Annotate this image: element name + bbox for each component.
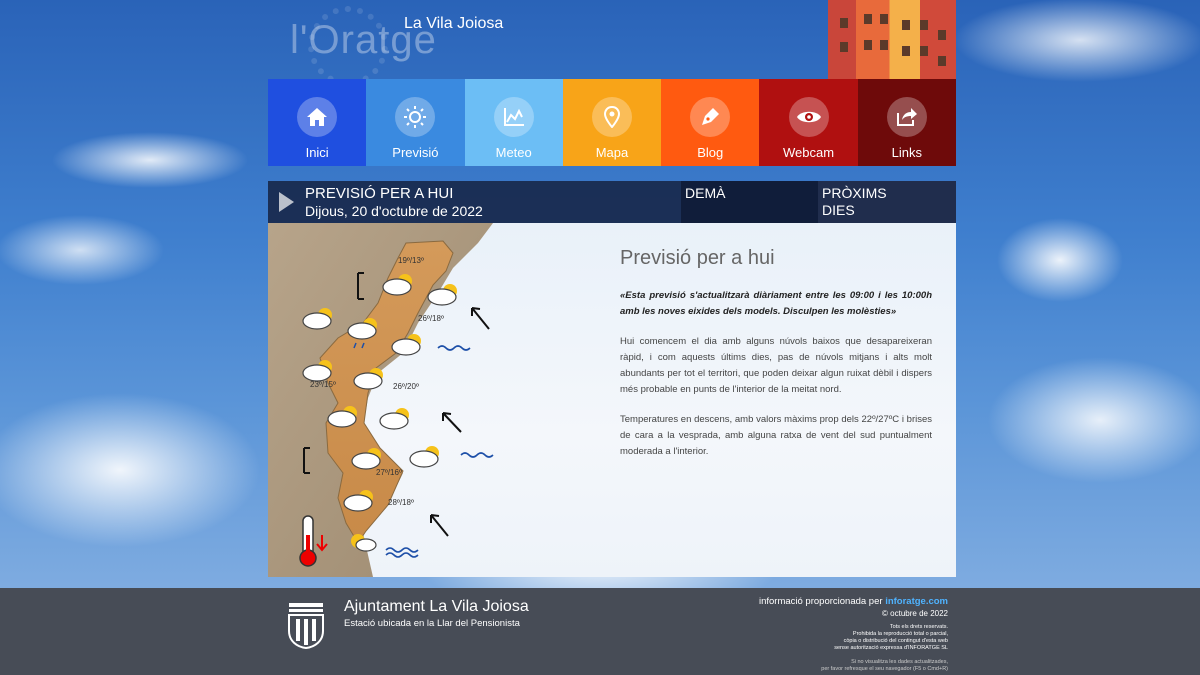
home-icon xyxy=(297,97,337,137)
forecast-text xyxy=(620,247,932,460)
footer-refresh-note xyxy=(759,659,948,673)
forecast-map-graphic xyxy=(268,223,618,577)
forecast-paragraph: Temperatures en descens, amb valors màxims prop dels 22º/27ºC i brises de cara a la vesprada, amb alguna ratxa de vent del sud puntualment moderada a l'interior. xyxy=(620,414,932,457)
forecast-title: Previsió per a hui xyxy=(620,247,775,269)
site-header xyxy=(268,0,956,79)
map-temp: 23º/15º xyxy=(310,380,336,389)
inforatge-link[interactable]: inforatge.com xyxy=(885,596,948,607)
nav-inici[interactable] xyxy=(268,79,366,166)
sun-icon xyxy=(395,97,435,137)
footer-copyright: © octubre de 2022 xyxy=(882,609,948,618)
rights-line: sense autorització expressa d'INFORATGE SL xyxy=(834,645,948,651)
footer-rights xyxy=(759,624,948,652)
map-temp: 26º/20º xyxy=(393,382,419,391)
nav-webcam[interactable] xyxy=(759,79,857,166)
map-temp: 19º/13º xyxy=(398,256,424,265)
site-footer xyxy=(0,588,1200,675)
nav-label: Webcam xyxy=(783,145,835,160)
tab-today-title: PREVISIÓ PER A HUI xyxy=(305,185,454,202)
tab-tomorrow[interactable]: DEMÀ xyxy=(681,181,818,223)
nav-meteo[interactable] xyxy=(465,79,563,166)
map-temp: 28º/18º xyxy=(388,498,414,507)
pen-icon xyxy=(690,97,730,137)
map-temp: 27º/16º xyxy=(376,468,402,477)
footer-info-prefix: informació proporcionada per xyxy=(758,596,883,607)
footer-title: Ajuntament La Vila Joiosa xyxy=(344,598,529,615)
chart-icon xyxy=(494,97,534,137)
header-buildings-image xyxy=(828,0,956,79)
refresh-line: Si no visualitza les dades actualitzades, xyxy=(851,659,948,665)
nav-label: Blog xyxy=(697,145,724,160)
forecast-map xyxy=(268,223,618,577)
footer-credits xyxy=(759,596,948,673)
nav-label: Meteo xyxy=(495,145,532,160)
share-icon xyxy=(887,97,927,137)
site-logo[interactable]: l'Oratge xyxy=(290,18,437,62)
tab-today-date: Dijous, 20 d'octubre de 2022 xyxy=(305,203,483,219)
tab-next-days[interactable] xyxy=(818,181,956,223)
forecast-content xyxy=(268,223,956,577)
footer-subtitle: Estació ubicada en la Llar del Pensionista xyxy=(344,618,520,629)
nav-label: Links xyxy=(891,145,922,160)
tab-next-line1: PRÒXIMS xyxy=(822,185,887,201)
refresh-line: per favor refresque el seu navegador (F5 o Cmd+R) xyxy=(821,666,948,672)
forecast-tabs xyxy=(268,181,956,223)
nav-label: Previsió xyxy=(392,145,439,160)
nav-previsio[interactable] xyxy=(366,79,464,166)
forecast-note: «Esta previsió s'actualitzarà diàriament entre les 09:00 i les 10:00h amb les noves eixides dels models. Disculpen les molèsties» xyxy=(620,290,932,317)
nav-blog[interactable] xyxy=(661,79,759,166)
nav-label: Mapa xyxy=(595,145,629,160)
play-icon xyxy=(279,192,294,212)
footer-info xyxy=(759,596,948,607)
site-location: La Vila Joiosa xyxy=(404,15,504,32)
rights-line: còpia o distribució del contingut d'esta web xyxy=(843,638,948,644)
nav-label: Inici xyxy=(305,145,329,160)
nav-links[interactable] xyxy=(858,79,956,166)
tab-next-line2: DIES xyxy=(822,202,855,218)
map-temp: 26º/18º xyxy=(418,314,444,323)
nav-mapa[interactable] xyxy=(563,79,661,166)
rights-line: Tots els drets reservats. xyxy=(889,624,948,630)
town-shield-icon xyxy=(287,601,325,649)
main-nav xyxy=(268,79,956,166)
eye-icon xyxy=(789,97,829,137)
forecast-paragraph: Hui comencem el dia amb alguns núvols baixos que desapareixeran ràpid, i com aquests últims dies, pas de núvols mitjans i alts molt abundants per tot el territori, que poden deixar algun ruixat dèbil i dispers més probable en punts de l'interior de la meitat nord. xyxy=(620,336,932,395)
tab-today[interactable] xyxy=(268,181,681,223)
map-pin-icon xyxy=(592,97,632,137)
rights-line: Prohibida la reproducció total o parcial, xyxy=(852,631,948,637)
